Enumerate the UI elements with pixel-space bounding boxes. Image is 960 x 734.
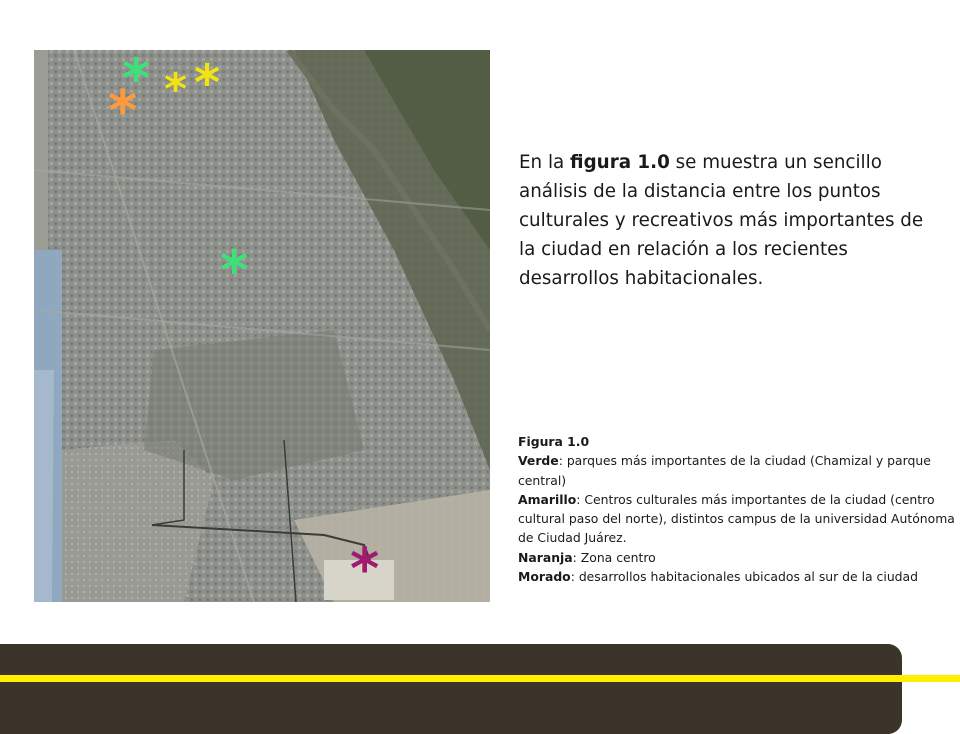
caption-item-verde: Verde: parques más importantes de la ciudad (Chamizal y parque central)	[518, 453, 931, 488]
marker-green-center: *	[220, 239, 249, 302]
caption-item-naranja: Naranja: Zona centro	[518, 549, 656, 565]
figure-caption	[518, 432, 956, 586]
marker-yellow-2: *	[194, 54, 221, 112]
satellite-map	[34, 50, 490, 602]
caption-item-morado: Morado: desarrollos habitacionales ubicados al sur de la ciudad	[518, 569, 918, 585]
intro-prefix: En la	[519, 152, 571, 173]
marker-green-top: *	[122, 50, 151, 110]
marker-yellow-1: *	[164, 64, 188, 115]
footer-accent-line	[0, 675, 960, 682]
intro-figure-ref: figura 1.0	[570, 152, 670, 173]
marker-purple: *	[350, 537, 380, 602]
intro-paragraph	[519, 148, 939, 293]
marker-orange: *	[108, 79, 138, 144]
caption-title: Figura 1.0	[518, 434, 590, 449]
map-image	[34, 50, 490, 602]
caption-item-amarillo: Amarillo: Centros culturales más importantes de la ciudad (centro cultural paso del norte), distintos campus de la universidad Autónoma de Ciudad Juárez.	[518, 491, 955, 546]
footer-bar	[0, 644, 902, 734]
intro-text: se muestra un sencillo análisis de la distancia entre los puntos culturales y recreativos más importantes de la ciudad en relación a los recientes desarrollos habitacionales.	[519, 152, 924, 289]
